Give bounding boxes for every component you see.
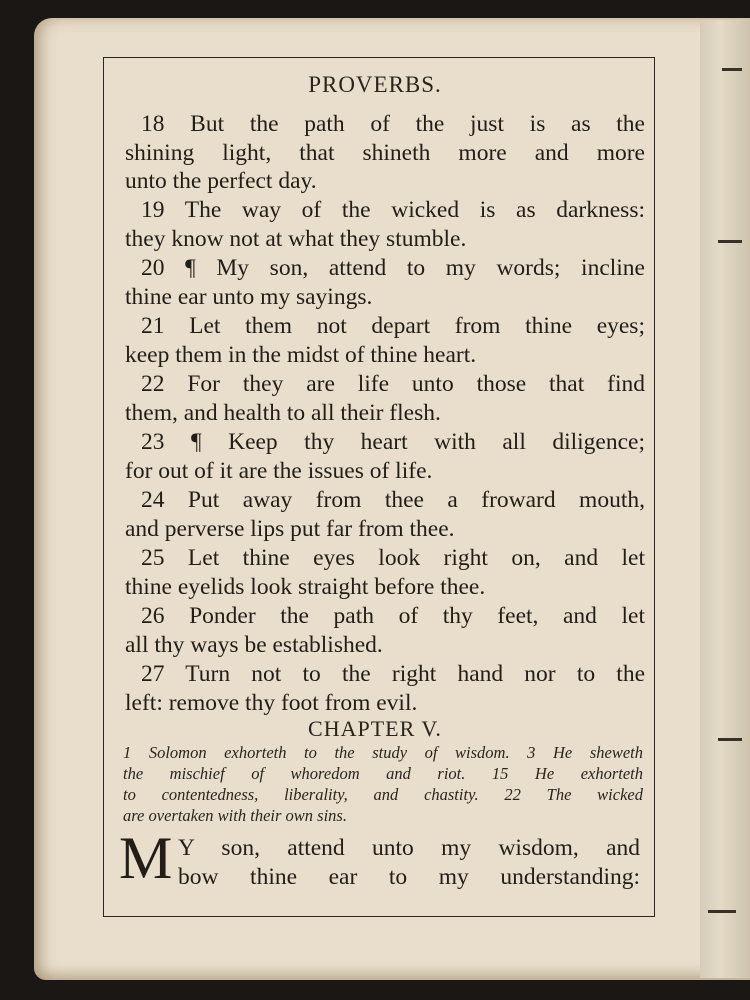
chapter-summary bbox=[123, 742, 643, 826]
verse-line: unto the perfect day. bbox=[125, 168, 317, 194]
opening-line: Y son, attend unto my wisdom, and bbox=[178, 835, 640, 861]
verse-line: them, and health to all their flesh. bbox=[125, 399, 441, 426]
verse-line: 25 Let thine eyes look right on, and let bbox=[141, 545, 645, 571]
binding-mark bbox=[722, 68, 742, 71]
verse bbox=[125, 110, 645, 196]
verse-line: thine ear unto my sayings. bbox=[125, 283, 373, 310]
summary-line: the mischief of whoredom and riot. 15 He exhorteth bbox=[123, 764, 643, 783]
verse-line: and perverse lips put far from thee. bbox=[125, 515, 455, 542]
verse-line: keep them in the midst of thine heart. bbox=[125, 341, 477, 368]
verse-line: shining light, that shineth more and more bbox=[125, 139, 645, 166]
summary-line: are overtaken with their own sins. bbox=[123, 806, 347, 825]
verse-line: 26 Ponder the path of thy feet, and let bbox=[141, 603, 645, 629]
verse-line: 21 Let them not depart from thine eyes; bbox=[141, 313, 645, 339]
verse-line: all thy ways be established. bbox=[125, 631, 383, 658]
verse-line: 27 Turn not to the right hand nor to the bbox=[141, 661, 645, 687]
verse-line: left: remove thy foot from evil. bbox=[125, 689, 418, 716]
facing-page-edge bbox=[700, 20, 750, 978]
verse-line: thine eyelids look straight before thee. bbox=[125, 573, 486, 600]
summary-line: to contentedness, liberality, and chastity. 22 The wicked bbox=[123, 785, 643, 804]
verse-line: 24 Put away from thee a froward mouth, bbox=[141, 487, 645, 513]
verse bbox=[125, 312, 645, 369]
verse bbox=[125, 428, 645, 485]
verse bbox=[125, 254, 645, 311]
verse-line: for out of it are the issues of life. bbox=[125, 457, 433, 484]
summary-line: 1 Solomon exhorteth to the study of wisdom. 3 He sheweth bbox=[123, 743, 643, 762]
verse-line: 19 The way of the wicked is as darkness: bbox=[141, 197, 645, 223]
verse bbox=[125, 660, 645, 717]
verse-line: 18 But the path of the just is as the bbox=[141, 111, 645, 137]
verse bbox=[125, 602, 645, 659]
verse bbox=[125, 370, 645, 427]
verse-line: 23 ¶ Keep thy heart with all diligence; bbox=[141, 429, 645, 455]
verse bbox=[125, 544, 645, 601]
chapter-opening bbox=[178, 834, 640, 892]
chapter-heading: CHAPTER V. bbox=[308, 716, 442, 741]
binding-mark bbox=[718, 738, 742, 741]
drop-cap: M bbox=[119, 825, 173, 891]
verse bbox=[125, 486, 645, 543]
verse bbox=[125, 196, 645, 253]
binding-mark bbox=[708, 910, 736, 913]
binding-mark bbox=[718, 240, 742, 243]
verse-line: 20 ¶ My son, attend to my words; incline bbox=[141, 255, 645, 281]
verse-line: 22 For they are life unto those that find bbox=[141, 371, 645, 397]
opening-line: bow thine ear to my understanding: bbox=[178, 864, 640, 890]
verse-line: they know not at what they stumble. bbox=[125, 225, 467, 252]
running-head: PROVERBS. bbox=[308, 72, 442, 97]
